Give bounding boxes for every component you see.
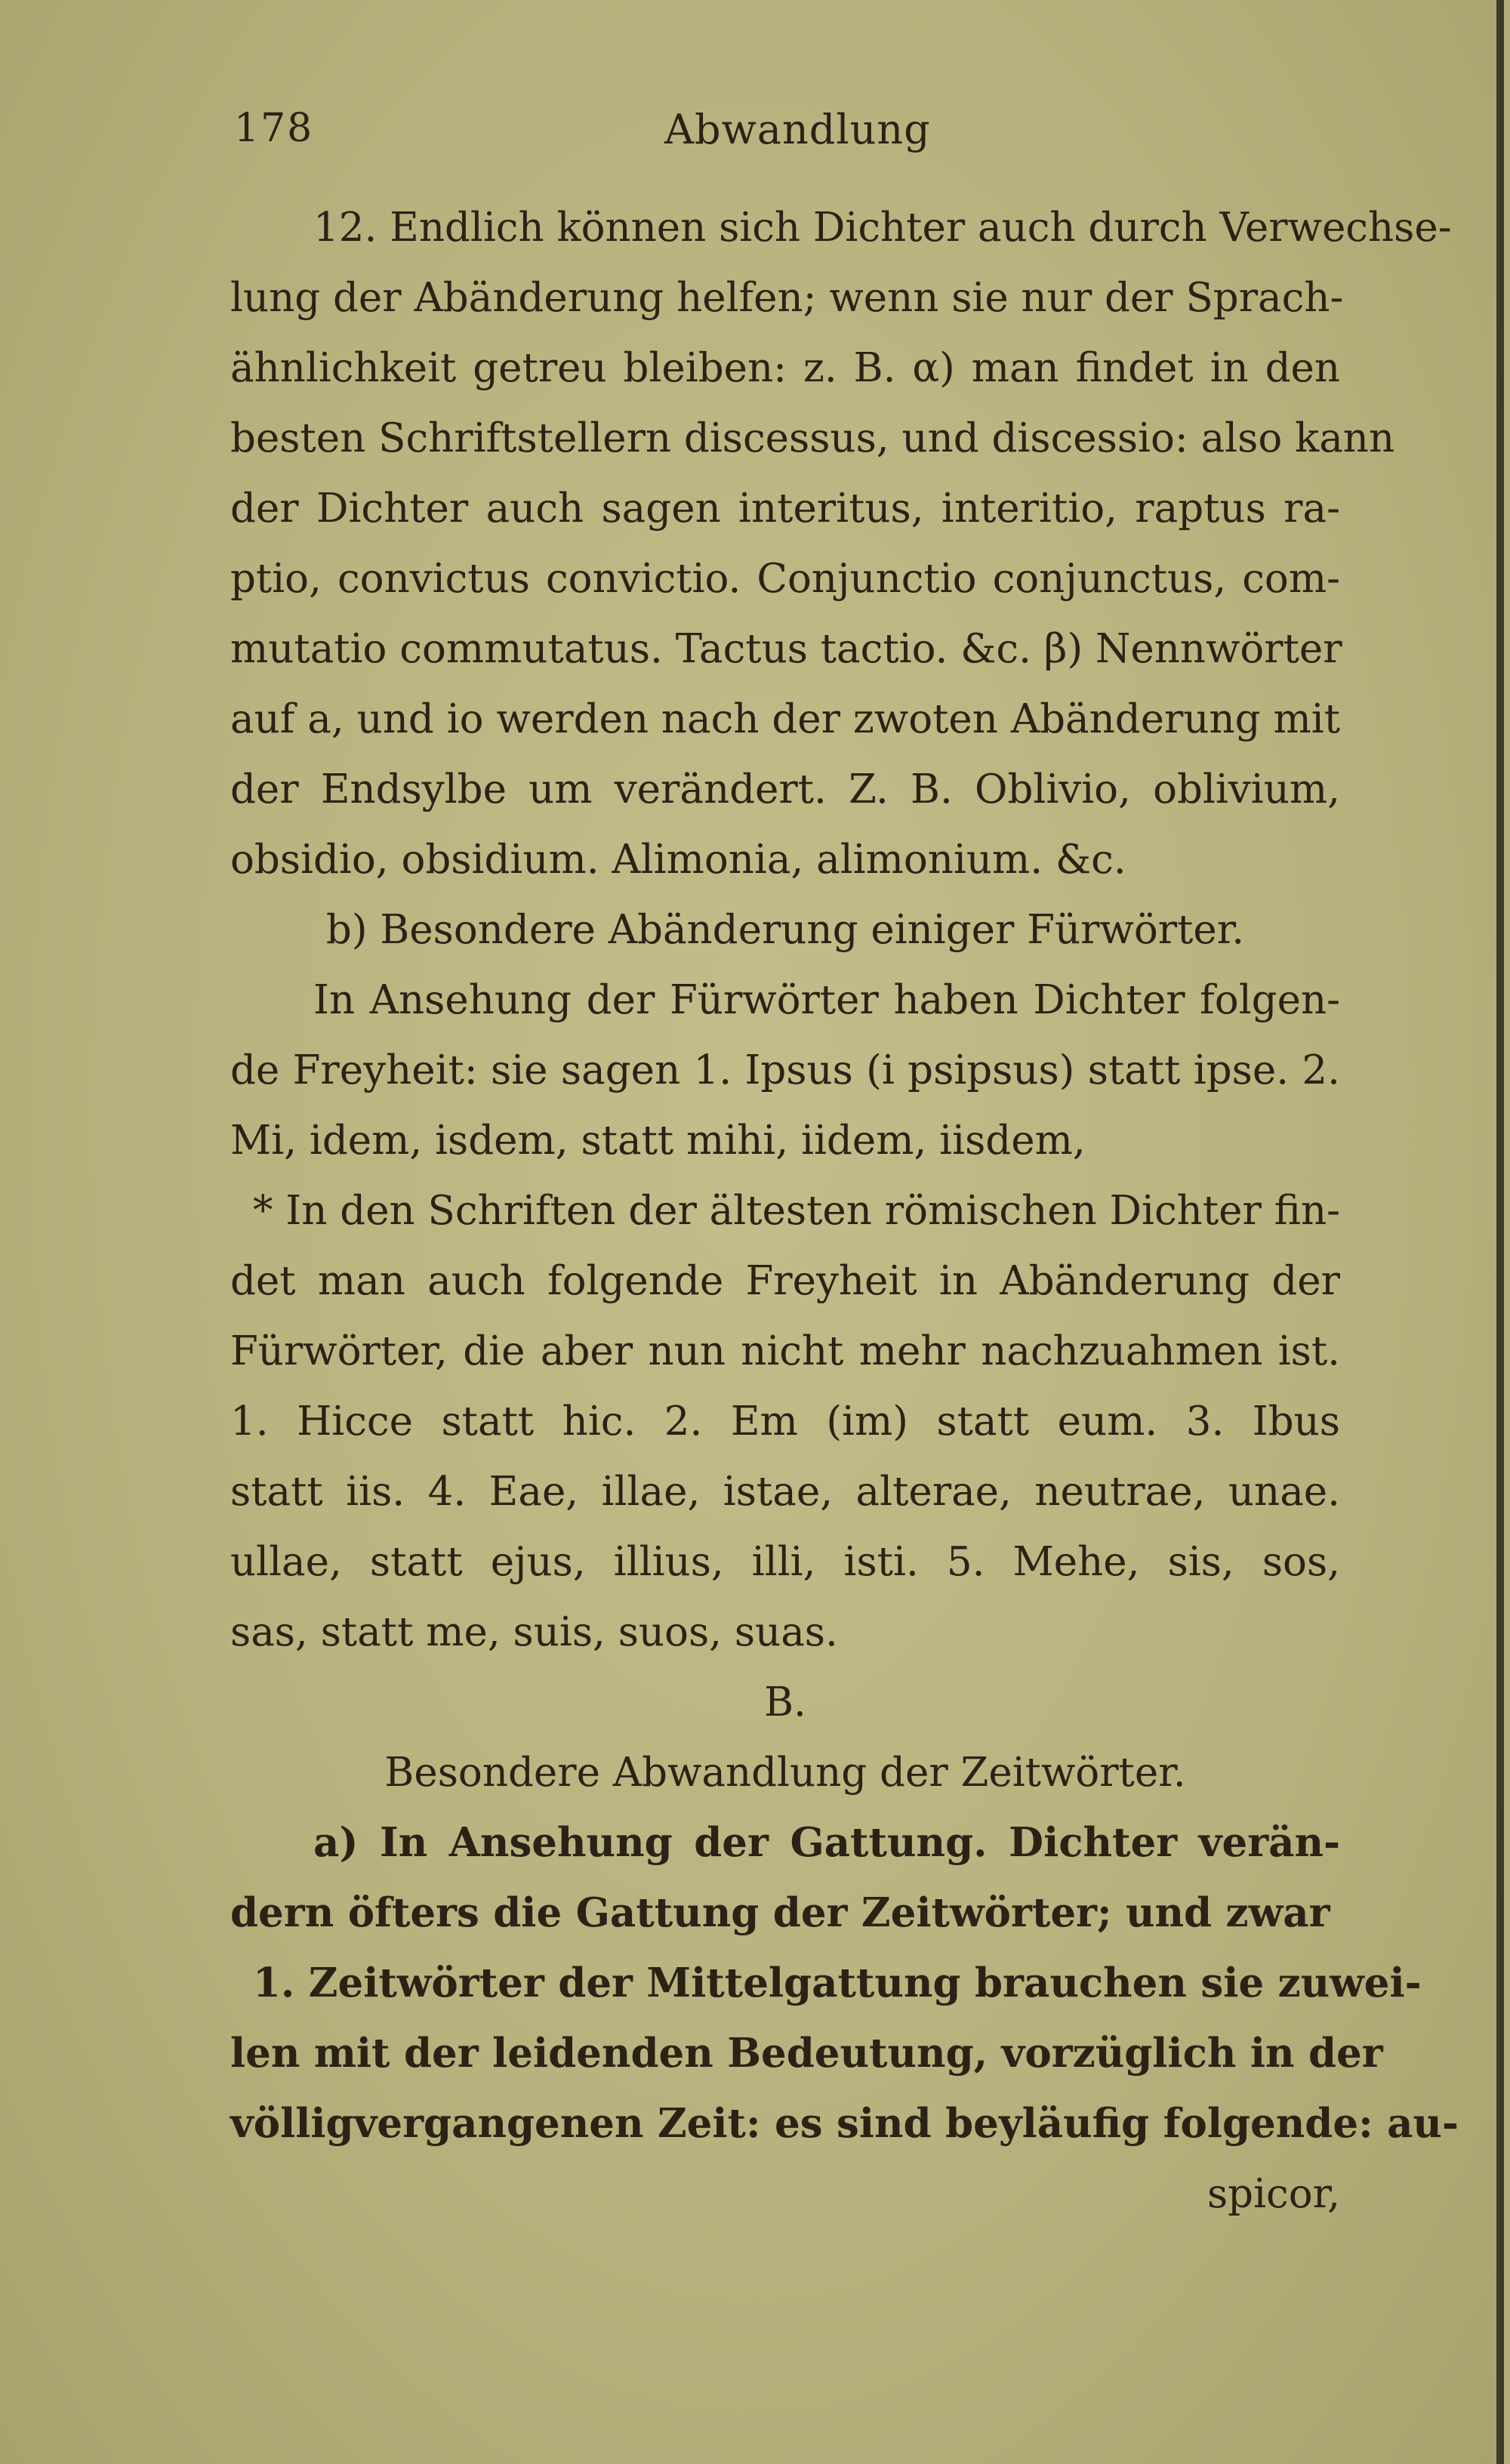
page-header (226, 106, 1344, 166)
section-title (230, 1738, 1340, 1808)
running-title: Abwandlung (664, 106, 931, 153)
text-line: a) In Ansehung der Gattung. Dichter verän- (313, 1819, 1340, 1866)
page-number: 178 (234, 106, 314, 151)
text-line: det man auch folgende Freyheit in Abänderung der (230, 1258, 1340, 1304)
text-line: de Freyheit: sie sagen 1. Ipsus (i psipsus) statt ipse. 2. (230, 1047, 1340, 1093)
text-line: sas, statt me, suis, suos, suas. (230, 1609, 838, 1655)
page-edge (1496, 0, 1504, 2464)
text-line: Mi, idem, isdem, statt mihi, iidem, iisdem, (230, 1118, 1086, 1164)
text-line: lung der Abänderung helfen; wenn sie nur der Sprach- (230, 275, 1344, 321)
text-line: dern öfters die Gattung der Zeitwörter; und zwar (230, 1889, 1330, 1936)
paragraph-gattung (230, 1808, 1340, 1948)
text-line: 12. Endlich können sich Dichter auch durch Verwechse- (313, 205, 1452, 251)
text-line: In Ansehung der Fürwörter haben Dichter folgen- (313, 977, 1340, 1023)
text-line: völligvergangenen Zeit: es sind beyläufig folgende: au- (230, 2100, 1459, 2147)
text-line: ähnlichkeit getreu bleiben: z. B. α) man findet in den (230, 345, 1340, 391)
paragraph-fuerwoerter (230, 965, 1340, 1176)
text-line: besten Schriftstellern discessus, und discessio: also kann (230, 415, 1395, 461)
text-line: 1. Hicce statt hic. 2. Em (im) statt eum. 3. Ibus (230, 1399, 1340, 1445)
section-title-text: Besondere Abwandlung der Zeitwörter. (384, 1750, 1186, 1796)
paragraph-12 (230, 193, 1452, 895)
text-line: der Dichter auch sagen interitus, interitio, raptus ra- (230, 486, 1340, 532)
footnote (230, 1176, 1340, 1667)
text-line: mutatio commutatus. Tactus tactio. &c. β) Nennwörter (230, 626, 1342, 672)
catchword: spicor, (1206, 2171, 1340, 2217)
text-line: 1. Zeitwörter der Mittelgattung brauchen sie zuwei- (253, 1960, 1422, 2006)
text-line: * In den Schriften der ältesten römischen Dichter fin- (253, 1188, 1341, 1234)
page-body (230, 193, 1459, 2229)
catchword-row (230, 2159, 1340, 2229)
subsection-heading: b) Besondere Abänderung einiger Fürwörter. (325, 907, 1245, 953)
section-letter-text: B. (764, 1679, 806, 1725)
text-line: len mit der leidenden Bedeutung, vorzüglich in der (230, 2030, 1383, 2077)
paragraph-mittelgattung (230, 1948, 1459, 2159)
text-line: statt iis. 4. Eae, illae, istae, alterae, neutrae, unae. (230, 1469, 1340, 1515)
text-line: obsidio, obsidium. Alimonia, alimonium. &c. (230, 837, 1126, 883)
text-line: Fürwörter, die aber nun nicht mehr nachzuahmen ist. (230, 1328, 1340, 1374)
text-line: der Endsylbe um verändert. Z. B. Oblivio, oblivium, (230, 766, 1340, 813)
subsection-heading-b (230, 895, 1340, 965)
text-line: ullae, statt ejus, illius, illi, isti. 5. Mehe, sis, sos, (230, 1539, 1340, 1585)
section-letter (230, 1667, 1340, 1738)
text-line: auf a, und io werden nach der zwoten Abänderung mit (230, 696, 1340, 742)
text-line: ptio, convictus convictio. Conjunctio conjunctus, com- (230, 556, 1340, 602)
